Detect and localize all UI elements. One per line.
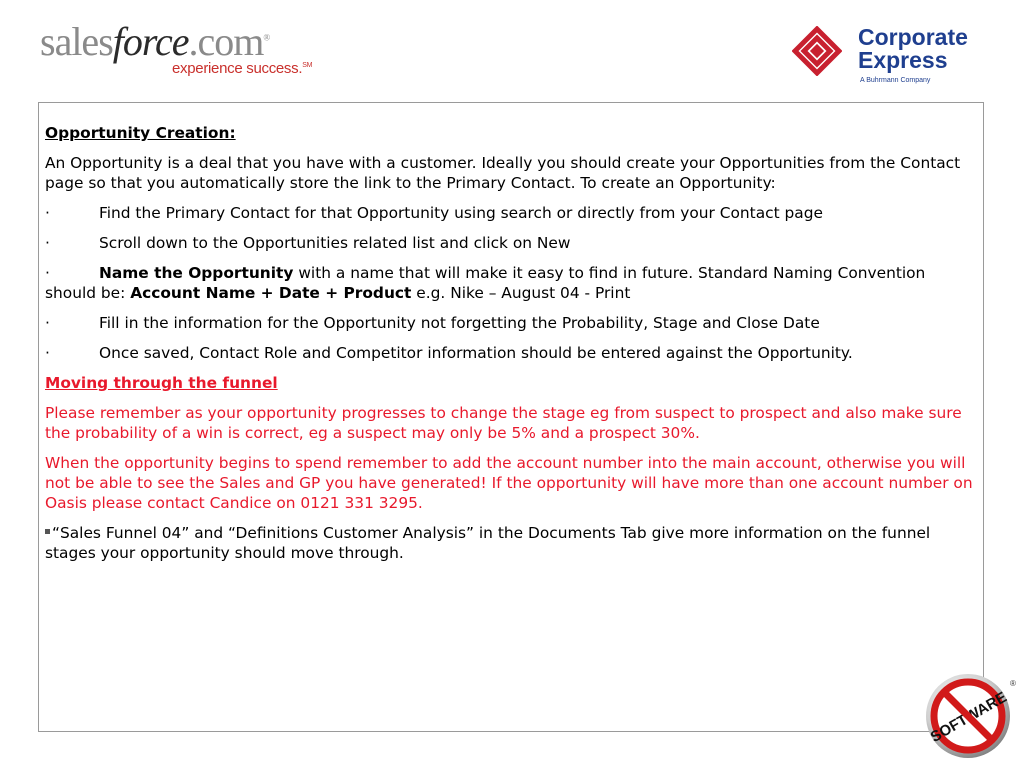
- corporate-express-subline: A Buhrmann Company: [860, 77, 931, 84]
- bullet-icon: ·: [45, 204, 50, 222]
- badge-reg-mark: ®: [1010, 679, 1016, 688]
- heading-opportunity-creation: Opportunity Creation:: [45, 124, 236, 142]
- bullet-icon: ·: [45, 344, 50, 362]
- list-item: · Name the Opportunity with a name that will make it easy to find in future. Standard Naming Convention should be: Account Name + Date + Product e.g. Nike – August 04 - Print: [45, 264, 926, 302]
- bullet-icon: ·: [45, 264, 50, 282]
- heading-moving-through-funnel: Moving through the funnel: [45, 374, 278, 392]
- no-software-badge-icon: [924, 672, 1016, 760]
- list-item: · Once saved, Contact Role and Competitor information should be entered against the Opportunity.: [45, 344, 853, 362]
- intro-paragraph: An Opportunity is a deal that you have with a customer. Ideally you should create your Opportunities from the Contact page so that you automatically store the link to the Primary Contact. To create an Opportunity:: [45, 154, 961, 192]
- bullet-icon: ·: [45, 234, 50, 252]
- list-item: · Scroll down to the Opportunities related list and click on New: [45, 234, 571, 252]
- funnel-paragraph-2: When the opportunity begins to spend remember to add the account number into the main account, otherwise you will not be able to see the Sales and GP you have generated! If the opportunity will have more than one account number on Oasis please contact Candice on 0121 331 3295.: [45, 454, 973, 512]
- list-item: · Find the Primary Contact for that Opportunity using search or directly from your Contact page: [45, 204, 823, 222]
- content-body: [45, 123, 975, 573]
- square-bullet-icon: [45, 529, 50, 534]
- content-frame: [38, 102, 984, 732]
- documents-paragraph: “Sales Funnel 04” and “Definitions Customer Analysis” in the Documents Tab give more information on the funnel stages your opportunity should move through.: [45, 524, 931, 562]
- corporate-express-name: Corporate Express: [858, 24, 968, 73]
- bullet-icon: ·: [45, 314, 50, 332]
- salesforce-logo: [40, 14, 330, 84]
- funnel-paragraph-1: Please remember as your opportunity progresses to change the stage eg from suspect to prospect and also make sure the probability of a win is correct, eg a suspect may only be 5% and a prospect 30%.: [45, 404, 962, 442]
- corporate-express-mark-icon: [792, 26, 842, 76]
- list-item: · Fill in the information for the Opportunity not forgetting the Probability, Stage and Close Date: [45, 314, 820, 332]
- corporate-express-logo: [792, 24, 992, 90]
- salesforce-tagline: experience success.℠: [172, 60, 313, 77]
- salesforce-wordmark: salesforce.com®: [40, 19, 270, 64]
